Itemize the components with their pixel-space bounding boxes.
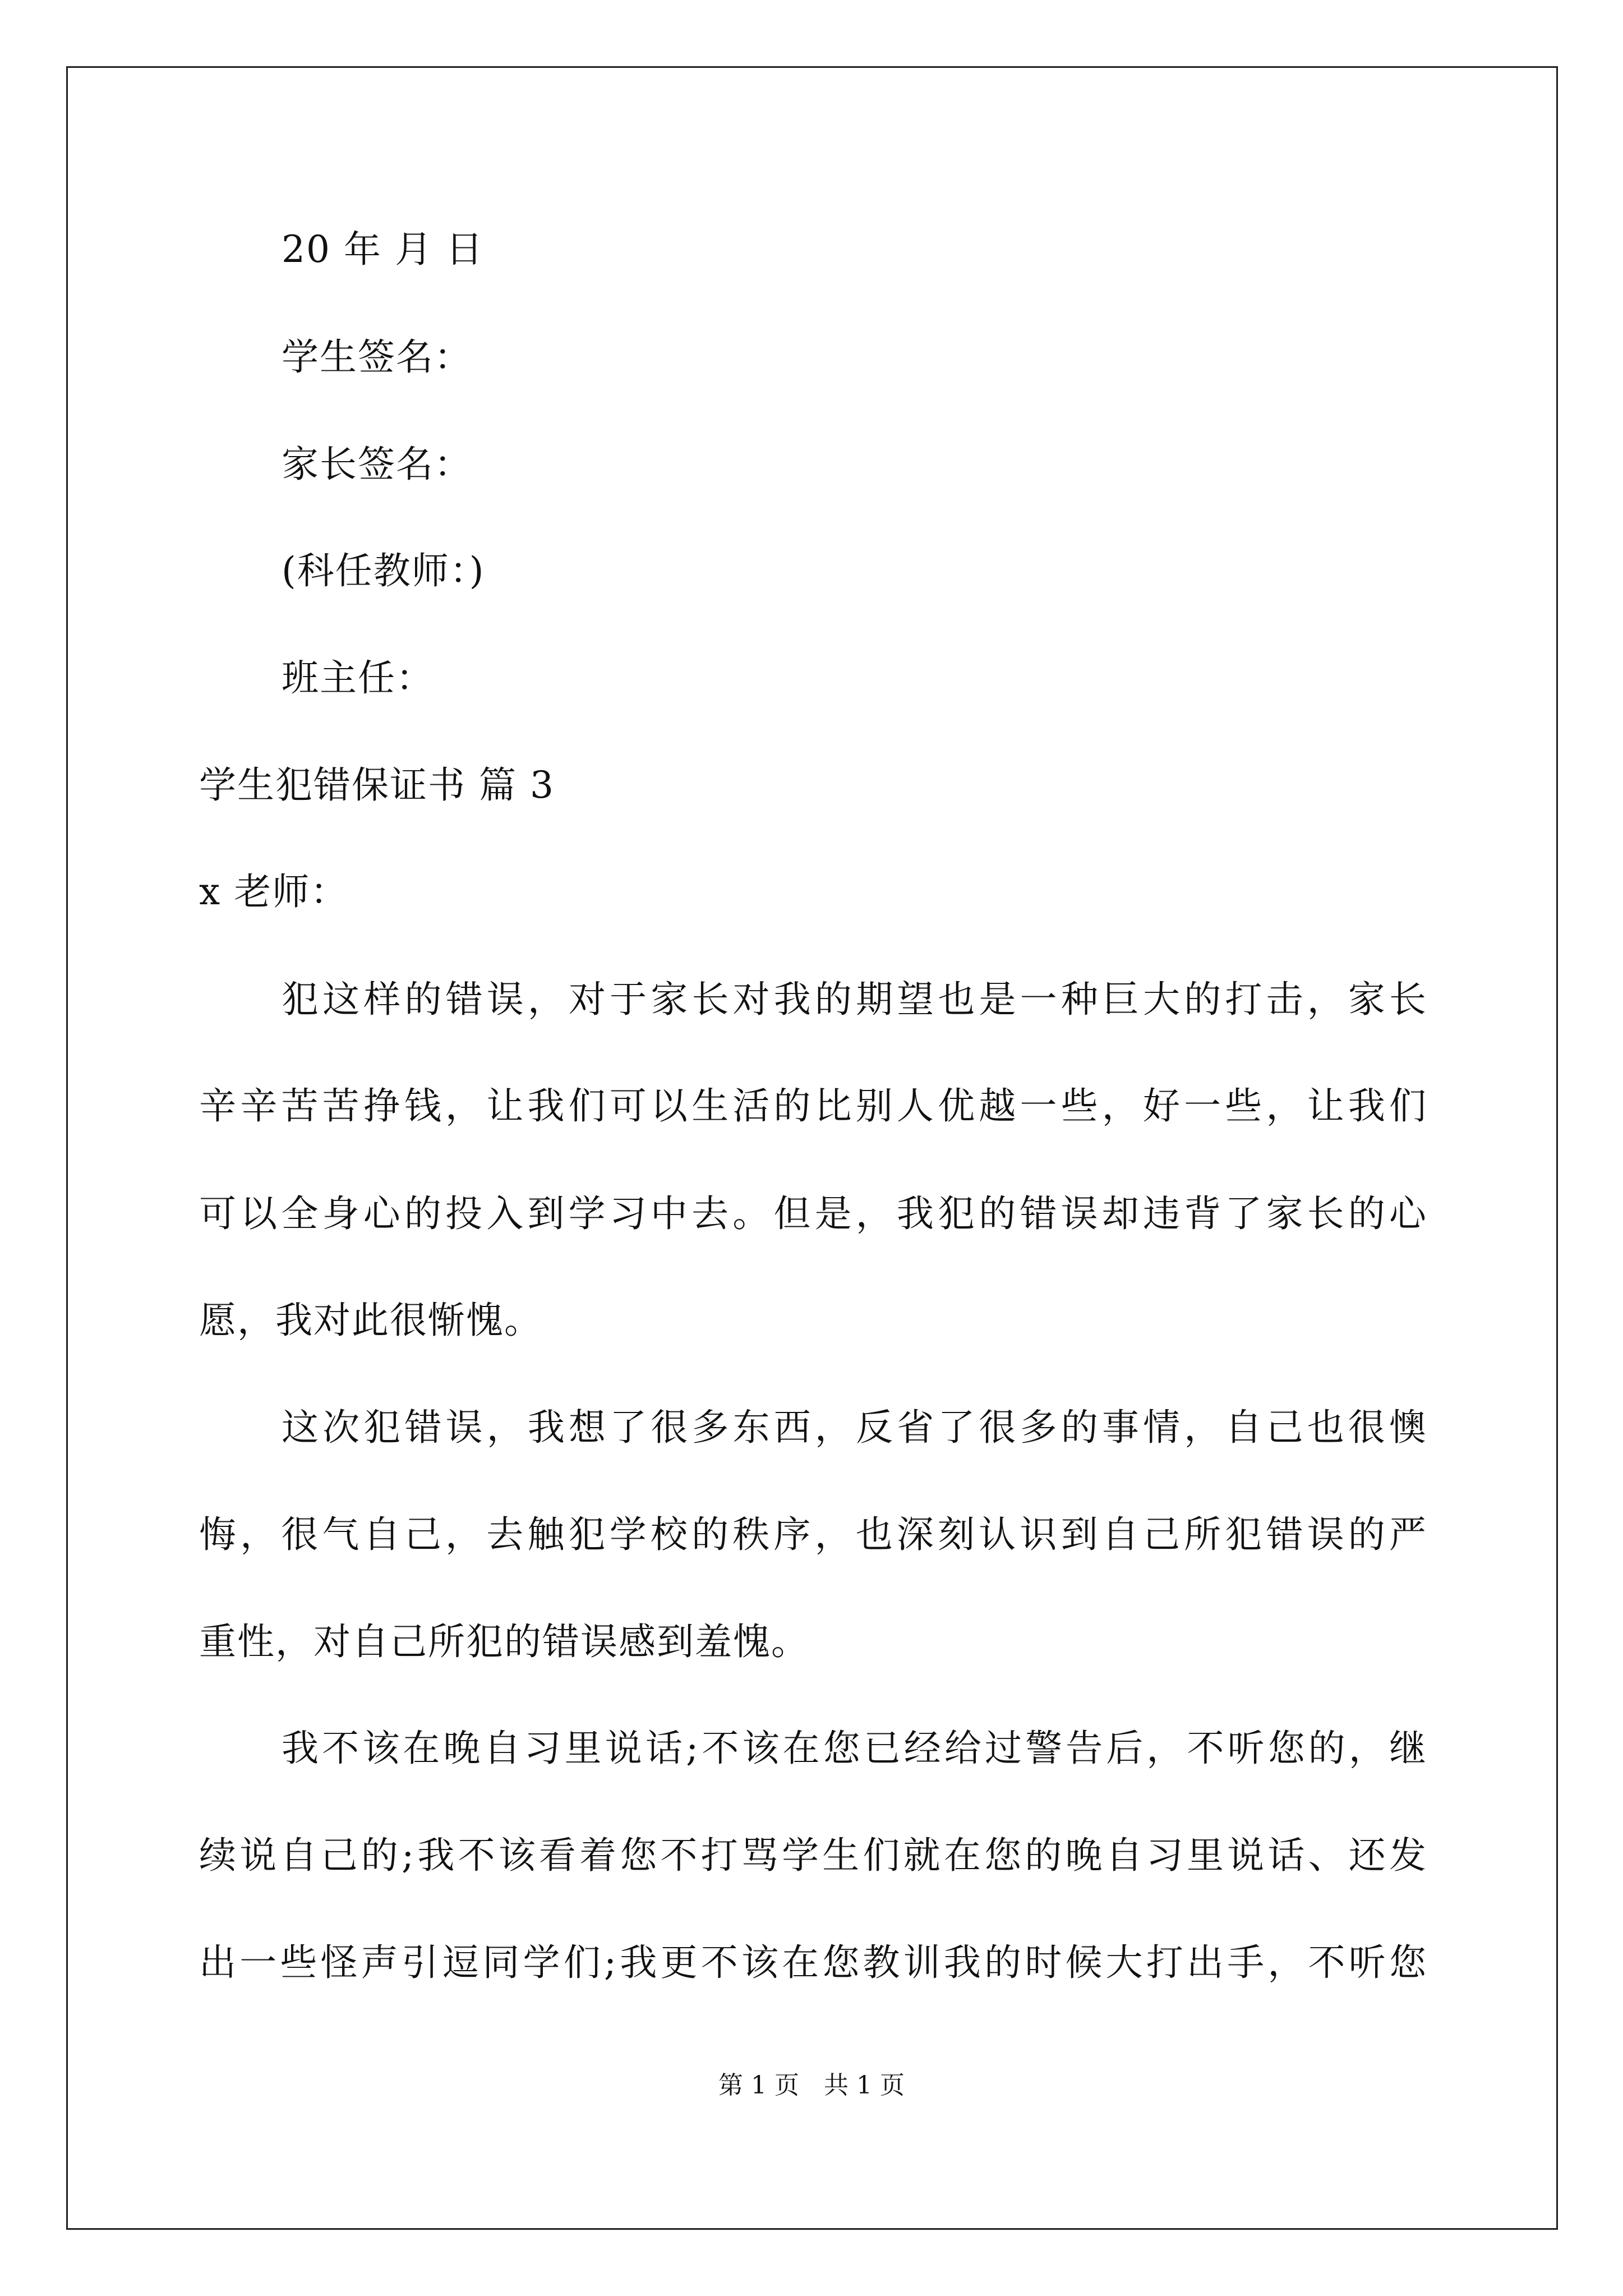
paragraph-2-line-3: 重性，对自己所犯的错误感到羞愧。 bbox=[199, 1620, 809, 1663]
paragraph-3-line-2: 续说自己的;我不该看着您不打骂学生们就在您的晚自习里说话、还发 bbox=[199, 1834, 1427, 1877]
paragraph-1-line-2: 辛辛苦苦挣钱，让我们可以生活的比别人优越一些，好一些，让我们 bbox=[199, 1084, 1427, 1128]
section-heading: 学生犯错保证书 篇 3 bbox=[199, 763, 555, 807]
salutation: x 老师： bbox=[199, 870, 349, 913]
head-teacher-line: 班主任： bbox=[282, 656, 434, 700]
paragraph-3-line-3: 出一些怪声引逗同学们;我更不该在您教训我的时候大打出手，不听您 bbox=[199, 1941, 1427, 1984]
page-border bbox=[66, 66, 1558, 2230]
paragraph-2-line-2: 悔，很气自己，去触犯学校的秩序，也深刻认识到自己所犯错误的严 bbox=[199, 1513, 1427, 1556]
paragraph-1-line-3: 可以全身心的投入到学习中去。但是，我犯的错误却违背了家长的心 bbox=[199, 1192, 1427, 1235]
parent-signature-line: 家长签名： bbox=[282, 443, 472, 486]
page-footer: 第 1 页 共 1 页 bbox=[718, 2071, 905, 2100]
paragraph-2-line-1: 这次犯错误，我想了很多东西，反省了很多的事情，自己也很懊 bbox=[282, 1406, 1427, 1449]
paragraph-3-line-1: 我不该在晚自习里说话;不该在您已经给过警告后，不听您的，继 bbox=[282, 1727, 1427, 1770]
date-line: 20 年 月 日 bbox=[282, 228, 484, 271]
subject-teacher-line: (科任教师：) bbox=[282, 549, 485, 592]
student-signature-line: 学生签名： bbox=[282, 335, 472, 379]
paragraph-1-line-4: 愿，我对此很惭愧。 bbox=[199, 1299, 542, 1342]
paragraph-1-line-1: 犯这样的错误，对于家长对我的期望也是一种巨大的打击，家长 bbox=[282, 978, 1427, 1021]
